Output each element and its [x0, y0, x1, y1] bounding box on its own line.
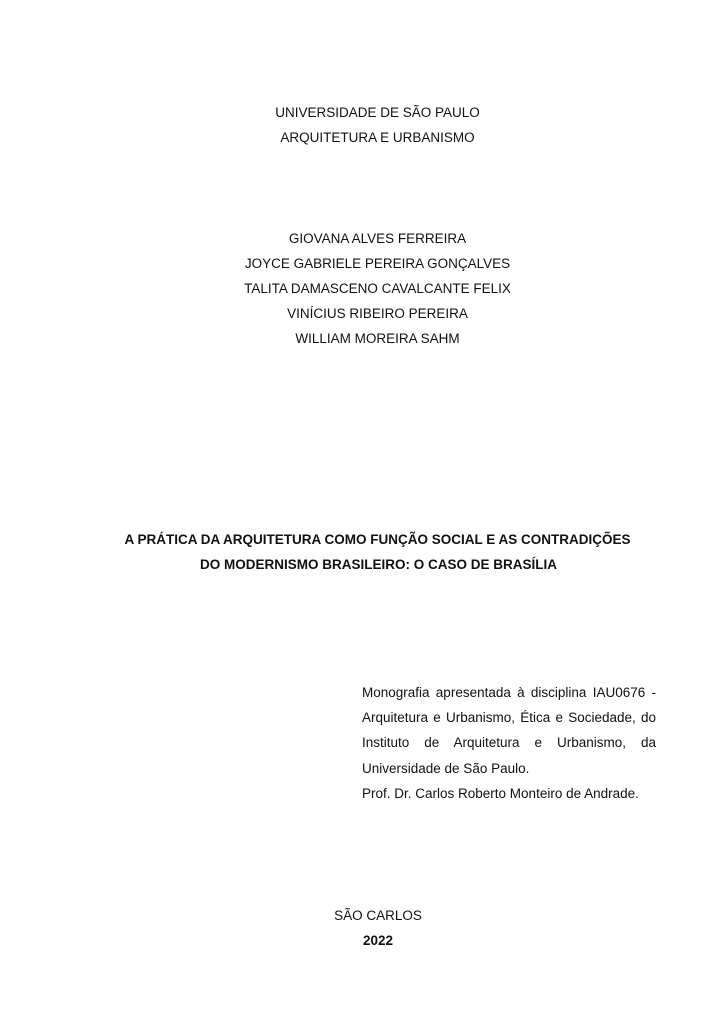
monograph-description: [362, 680, 656, 806]
institution-header: [0, 103, 725, 153]
city-name: SÃO CARLOS: [334, 908, 422, 923]
author-name: WILLIAM MOREIRA SAHM: [295, 331, 460, 346]
document-title: [0, 530, 725, 580]
university-name: UNIVERSIDADE DE SÃO PAULO: [275, 105, 480, 120]
author-list: [0, 229, 725, 354]
title-line-2: DO MODERNISMO BRASILEIRO: O CASO DE BRASÍLIA: [199, 557, 557, 572]
course-name: ARQUITETURA E URBANISMO: [280, 130, 475, 145]
title-line-1: A PRÁTICA DA ARQUITETURA COMO FUNÇÃO SOCIAL E AS CONTRADIÇÕES: [124, 532, 631, 547]
author-name: VINÍCIUS RIBEIRO PEREIRA: [287, 306, 468, 321]
year-text: 2022: [362, 933, 394, 948]
advisor-text: Prof. Dr. Carlos Roberto Monteiro de Andrade.: [362, 785, 639, 801]
description-text: Monografia apresentada à disciplina IAU0676 - Arquitetura e Urbanismo, Ética e Sociedade, do Instituto de Arquitetura e Urbanismo, da Universidade de São Paulo.: [362, 685, 656, 776]
author-name: JOYCE GABRIELE PEREIRA GONÇALVES: [244, 256, 511, 271]
document-footer: [0, 906, 725, 956]
author-name: TALITA DAMASCENO CAVALCANTE FELIX: [244, 281, 511, 296]
author-name: GIOVANA ALVES FERREIRA: [288, 231, 467, 246]
